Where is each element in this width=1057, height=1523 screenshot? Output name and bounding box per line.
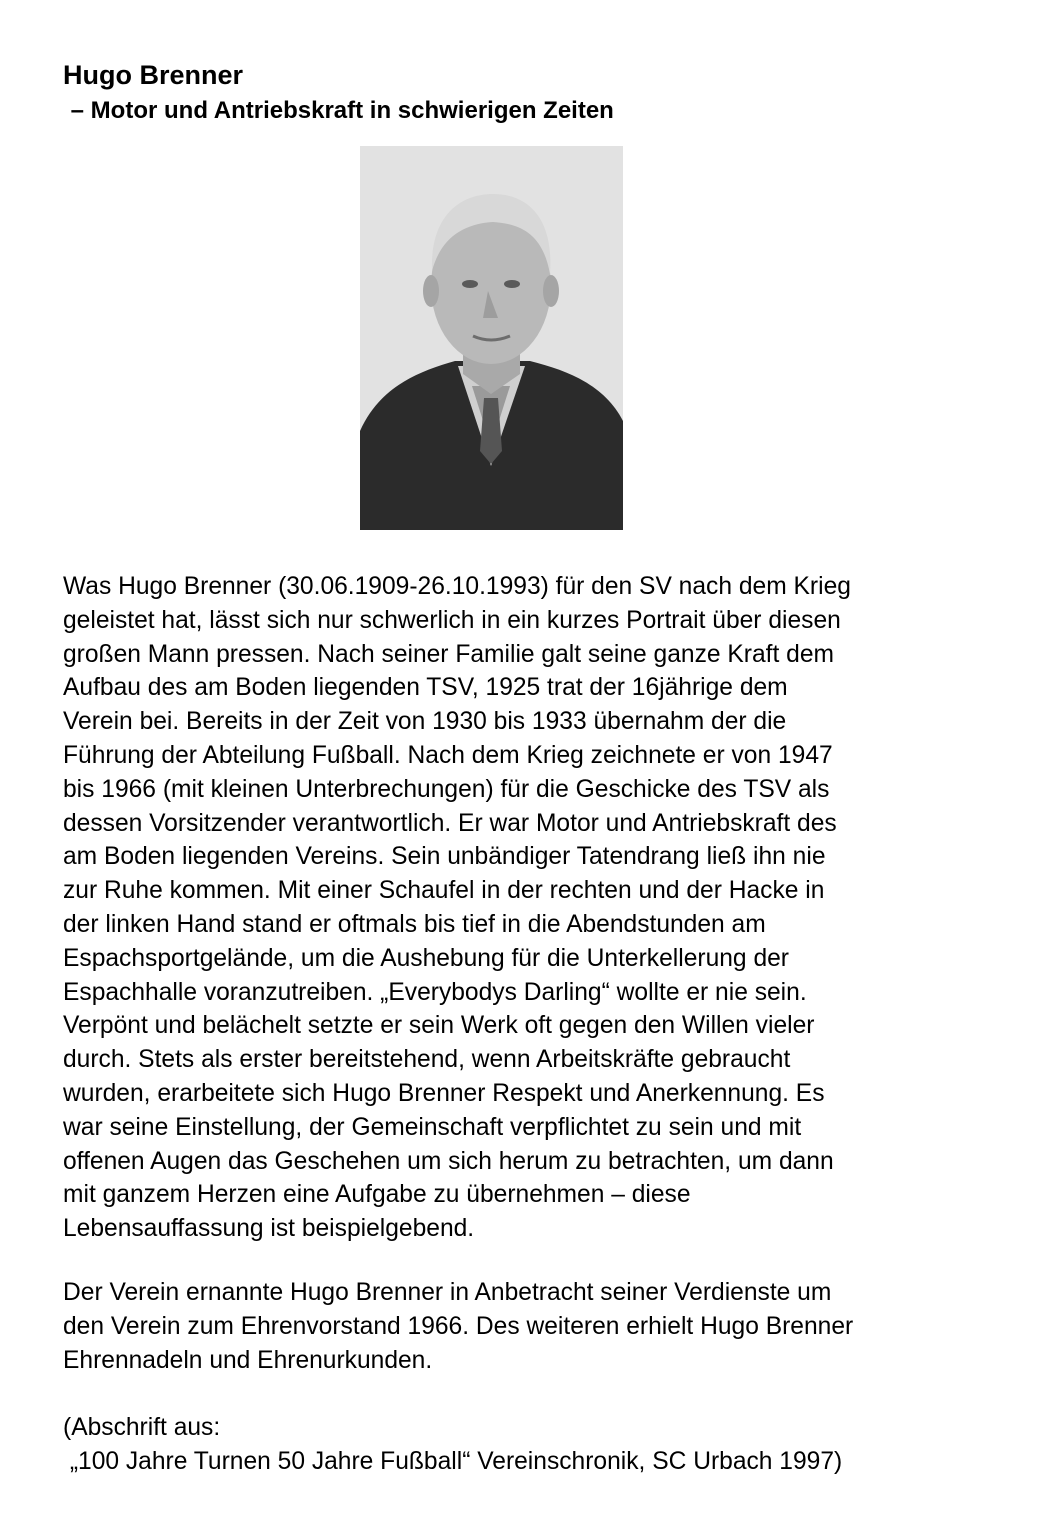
text-line: Was Hugo Brenner (30.06.1909-26.10.1993) für den SV nach dem Krieg <box>63 573 851 600</box>
text-line: Verpönt und belächelt setzte er sein Werk oft gegen den Willen vieler <box>63 1012 815 1040</box>
text-line: Espachsportgelände, um die Aushebung für die Unterkellerung der <box>63 944 789 972</box>
text-line: der linken Hand stand er oftmals bis tief in die Abendstunden am <box>63 910 766 938</box>
text-line: offenen Augen das Geschehen um sich herum zu betrachten, um dann <box>63 1147 834 1175</box>
portrait-photo <box>360 146 623 530</box>
honors-paragraph <box>63 1276 853 1377</box>
text-line: dessen Vorsitzender verantwortlich. Er war Motor und Antriebskraft des <box>63 809 837 837</box>
text-line: Espachhalle voranzutreiben. „Everybodys Darling“ wollte er nie sein. <box>63 978 807 1006</box>
text-line: (Abschrift aus: <box>63 1414 221 1441</box>
text-line: durch. Stets als erster bereitstehend, wenn Arbeitskräfte gebraucht <box>63 1046 791 1074</box>
source-citation <box>63 1411 842 1479</box>
text-line: Der Verein ernannte Hugo Brenner in Anbetracht seiner Verdienste um <box>63 1279 832 1306</box>
portrait-photo-icon <box>360 146 623 530</box>
text-line: „100 Jahre Turnen 50 Jahre Fußball“ Vereinschronik, SC Urbach 1997) <box>63 1447 843 1475</box>
biography-paragraph <box>63 570 851 1246</box>
text-line: Ehrennadeln und Ehrenurkunden. <box>63 1346 433 1374</box>
page-title: Hugo Brenner <box>63 60 244 90</box>
text-line: bis 1966 (mit kleinen Unterbrechungen) für die Geschicke des TSV als <box>63 775 830 803</box>
text-line: den Verein zum Ehrenvorstand 1966. Des weiteren erhielt Hugo Brenner <box>63 1312 854 1340</box>
text-line: großen Mann pressen. Nach seiner Familie galt seine ganze Kraft dem <box>63 640 834 668</box>
text-line: am Boden liegenden Vereins. Sein unbändiger Tatendrang ließ ihn nie <box>63 843 826 871</box>
text-line: geleistet hat, lässt sich nur schwerlich in ein kurzes Portrait über diesen <box>63 606 841 634</box>
text-line: Lebensauffassung ist beispielgebend. <box>63 1215 475 1243</box>
page-subtitle: – Motor und Antriebskraft in schwierigen Zeiten <box>64 97 614 124</box>
text-line: mit ganzem Herzen eine Aufgabe zu übernehmen – diese <box>63 1181 691 1209</box>
text-line: wurden, erarbeitete sich Hugo Brenner Respekt und Anerkennung. Es <box>63 1079 825 1107</box>
text-line: war seine Einstellung, der Gemeinschaft verpflichtet zu sein und mit <box>63 1113 802 1141</box>
text-line: Verein bei. Bereits in der Zeit von 1930 bis 1933 übernahm der die <box>63 708 787 736</box>
text-line: Aufbau des am Boden liegenden TSV, 1925 trat der 16jährige dem <box>63 674 788 702</box>
text-line: Führung der Abteilung Fußball. Nach dem Krieg zeichnete er von 1947 <box>63 741 833 769</box>
text-line: zur Ruhe kommen. Mit einer Schaufel in der rechten und der Hacke in <box>63 877 825 905</box>
